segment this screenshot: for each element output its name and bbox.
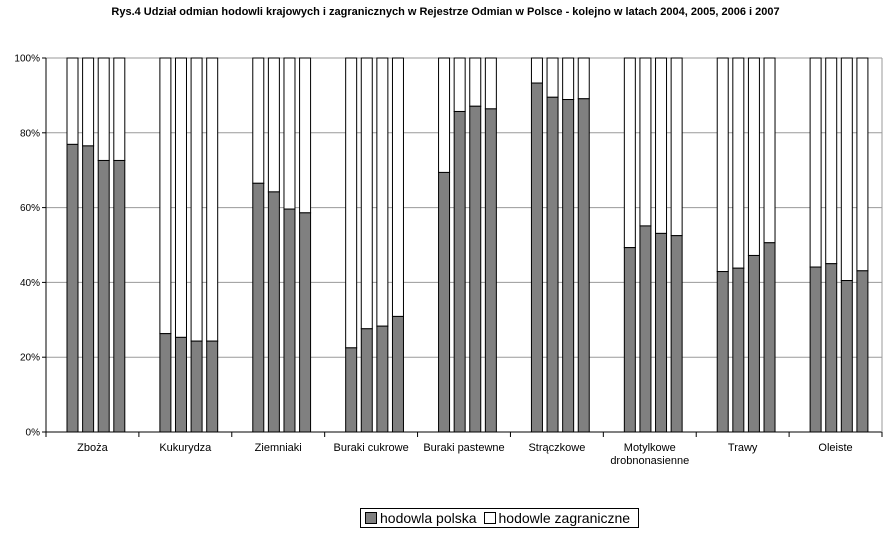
y-tick-label: 0% xyxy=(25,427,40,439)
bar-polish xyxy=(547,97,558,432)
y-tick-label: 20% xyxy=(19,352,40,364)
bar-foreign xyxy=(160,58,171,334)
bar-polish xyxy=(717,272,728,432)
bar-foreign xyxy=(717,58,728,272)
x-category-label: drobnonasienne xyxy=(610,455,690,467)
bar-foreign xyxy=(284,58,295,209)
x-category-label: Ziemniaki xyxy=(254,442,302,454)
bar-foreign xyxy=(377,58,388,326)
x-category-label: Kukurydza xyxy=(159,442,212,454)
x-category-label: Motylkowe xyxy=(623,442,676,454)
bar-polish xyxy=(284,209,295,432)
bar-polish xyxy=(640,226,651,432)
bar-polish xyxy=(857,271,868,432)
x-category-label: Strączkowe xyxy=(528,442,586,454)
bar-foreign xyxy=(624,58,635,248)
bar-polish xyxy=(671,236,682,432)
bar-polish xyxy=(563,100,574,432)
bar-polish xyxy=(578,99,589,432)
bar-foreign xyxy=(83,58,94,146)
bar-polish xyxy=(826,264,837,432)
bar-polish xyxy=(439,172,450,432)
bar-foreign xyxy=(191,58,202,341)
bar-polish xyxy=(67,144,78,432)
bar-foreign xyxy=(640,58,651,226)
bar-foreign xyxy=(810,58,821,267)
bar-foreign xyxy=(207,58,218,341)
bar-polish xyxy=(810,267,821,432)
bar-polish xyxy=(454,111,465,432)
bar-polish xyxy=(98,160,109,432)
bar-polish xyxy=(175,337,186,432)
bar-foreign xyxy=(114,58,125,160)
bar-polish xyxy=(253,183,264,432)
bar-foreign xyxy=(253,58,264,183)
legend-item-foreign xyxy=(484,510,631,526)
legend-swatch-foreign xyxy=(484,512,496,524)
y-tick-label: 40% xyxy=(19,277,40,289)
bar-polish xyxy=(841,281,852,432)
bar-polish xyxy=(268,192,279,432)
bar-foreign xyxy=(98,58,109,160)
x-category-label: Zboża xyxy=(77,442,108,454)
x-category-label: Buraki cukrowe xyxy=(333,442,409,454)
bar-foreign xyxy=(67,58,78,144)
bar-foreign xyxy=(764,58,775,243)
bar-foreign xyxy=(392,58,403,316)
bar-foreign xyxy=(857,58,868,271)
bar-polish xyxy=(764,243,775,432)
bar-polish xyxy=(346,348,357,432)
legend-item-polish xyxy=(365,510,477,526)
x-category-label: Oleiste xyxy=(818,442,853,454)
bar-foreign xyxy=(454,58,465,111)
y-tick-label: 60% xyxy=(19,203,40,215)
legend xyxy=(360,508,639,528)
legend-label-polish: hodowla polska xyxy=(380,510,477,526)
bar-foreign xyxy=(563,58,574,100)
bar-polish xyxy=(733,268,744,432)
bar-foreign xyxy=(175,58,186,337)
bar-polish xyxy=(531,83,542,432)
legend-label-foreign: hodowle zagraniczne xyxy=(498,510,631,526)
bar-polish xyxy=(485,109,496,432)
bar-foreign xyxy=(841,58,852,281)
bar-polish xyxy=(191,341,202,432)
bars xyxy=(67,58,868,432)
bar-foreign xyxy=(826,58,837,264)
bar-polish xyxy=(114,160,125,432)
bar-polish xyxy=(300,213,311,432)
bar-foreign xyxy=(578,58,589,99)
bar-foreign xyxy=(671,58,682,236)
bar-foreign xyxy=(547,58,558,97)
bar-polish xyxy=(748,255,759,432)
bar-foreign xyxy=(361,58,372,329)
x-category-label: Trawy xyxy=(727,442,758,454)
bar-polish xyxy=(207,341,218,432)
bar-foreign xyxy=(733,58,744,268)
chart-title: Rys.4 Udział odmian hodowli krajowych i zagranicznych w Rejestrze Odmian w Polsce - kolejno w latach 2004, 2005, 2006 i 2007 xyxy=(111,6,780,18)
bar-polish xyxy=(160,334,171,432)
bar-polish xyxy=(361,329,372,432)
bar-foreign xyxy=(346,58,357,348)
bar-polish xyxy=(377,326,388,432)
bar-foreign xyxy=(531,58,542,83)
bar-foreign xyxy=(485,58,496,109)
bar-foreign xyxy=(470,58,481,106)
bar-foreign xyxy=(439,58,450,172)
y-tick-label: 100% xyxy=(14,53,40,65)
bar-polish xyxy=(624,248,635,432)
legend-swatch-polish xyxy=(365,512,377,524)
y-tick-label: 80% xyxy=(19,128,40,140)
bar-foreign xyxy=(748,58,759,255)
bar-polish xyxy=(83,146,94,432)
bar-foreign xyxy=(300,58,311,213)
bar-foreign xyxy=(268,58,279,192)
bar-polish xyxy=(656,233,667,432)
x-category-label: Buraki pastewne xyxy=(423,442,505,454)
bar-polish xyxy=(392,316,403,432)
bar-foreign xyxy=(656,58,667,233)
bar-polish xyxy=(470,106,481,432)
